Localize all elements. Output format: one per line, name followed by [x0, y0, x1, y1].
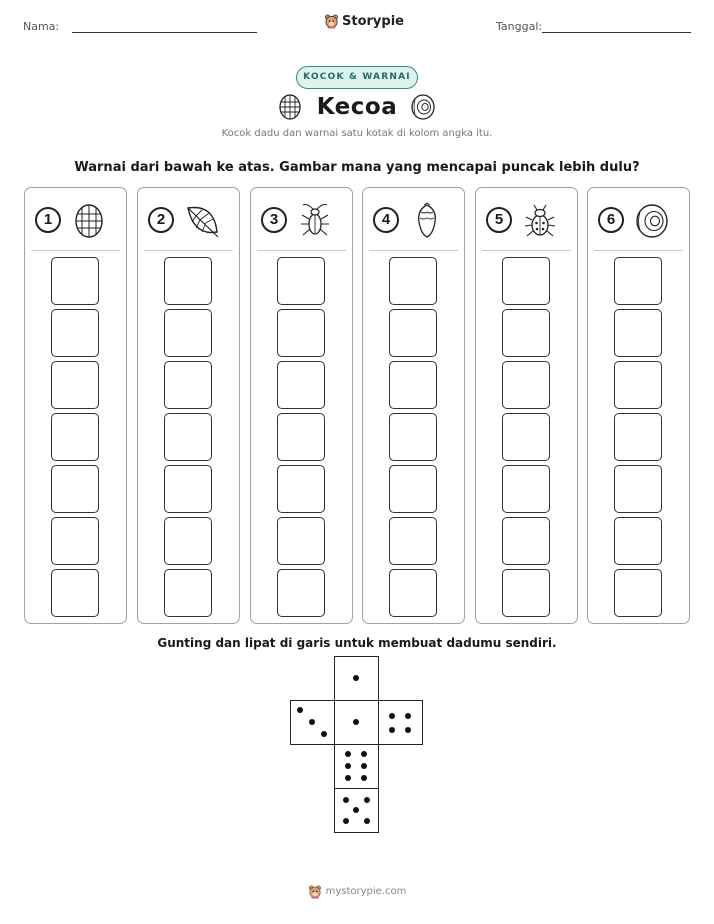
- die-pip: [353, 675, 359, 681]
- column-2: [137, 187, 240, 624]
- color-cell[interactable]: [614, 361, 662, 409]
- color-cell[interactable]: [502, 257, 550, 305]
- cell-stack: [277, 257, 325, 621]
- die-pip: [361, 775, 367, 781]
- column-number: 2: [148, 207, 174, 233]
- cell-stack: [389, 257, 437, 621]
- die-pip: [345, 775, 351, 781]
- die-pip: [345, 763, 351, 769]
- color-cell[interactable]: [277, 517, 325, 565]
- color-cell[interactable]: [389, 413, 437, 461]
- column-divider: [31, 250, 120, 251]
- column-4: [362, 187, 465, 624]
- date-label: Tanggal:: [496, 20, 543, 33]
- die-face: [334, 788, 379, 833]
- color-cell[interactable]: [614, 517, 662, 565]
- die-pip: [361, 763, 367, 769]
- color-cell[interactable]: [164, 361, 212, 409]
- cut-instruction: Gunting dan lipat di garis untuk membuat dadumu sendiri.: [157, 636, 557, 650]
- die-pip: [405, 713, 411, 719]
- color-cell[interactable]: [164, 569, 212, 617]
- color-cell[interactable]: [389, 361, 437, 409]
- activity-badge: KOCOK & WARNAI: [296, 66, 418, 89]
- die-pip: [364, 797, 370, 803]
- color-cell[interactable]: [614, 309, 662, 357]
- color-cell[interactable]: [51, 257, 99, 305]
- color-cell[interactable]: [614, 569, 662, 617]
- brand-header: [324, 13, 404, 29]
- die-face: [334, 700, 379, 745]
- die-pip: [343, 797, 349, 803]
- die-pip: [353, 719, 359, 725]
- column-divider: [257, 250, 346, 251]
- color-cell[interactable]: [502, 413, 550, 461]
- footer-url: mystorypie.com: [325, 886, 407, 897]
- cell-stack: [51, 257, 99, 621]
- color-cell[interactable]: [614, 257, 662, 305]
- column-5: [475, 187, 578, 624]
- column-number: 5: [486, 207, 512, 233]
- snail-shell-icon: [410, 92, 436, 122]
- die-face: [290, 700, 335, 745]
- color-cell[interactable]: [277, 309, 325, 357]
- column-1: [24, 187, 127, 624]
- leaf-icon: [184, 202, 220, 240]
- column-6: [587, 187, 690, 624]
- color-cell[interactable]: [614, 413, 662, 461]
- color-cell[interactable]: [51, 309, 99, 357]
- color-cell[interactable]: [51, 361, 99, 409]
- cell-stack: [164, 257, 212, 621]
- bear-logo-icon: [308, 884, 322, 899]
- color-cell[interactable]: [164, 517, 212, 565]
- cockroach-egg-case-icon: [71, 202, 107, 240]
- instruction: Warnai dari bawah ke atas. Gambar mana yang mencapai puncak lebih dulu?: [74, 160, 640, 175]
- color-cell[interactable]: [614, 465, 662, 513]
- color-cell[interactable]: [389, 309, 437, 357]
- die-pip: [343, 818, 349, 824]
- color-cell[interactable]: [164, 309, 212, 357]
- footer: [0, 884, 714, 899]
- die-pip: [361, 751, 367, 757]
- column-divider: [482, 250, 571, 251]
- color-cell[interactable]: [51, 413, 99, 461]
- die-pip: [389, 727, 395, 733]
- cockroach-icon: [297, 202, 333, 240]
- color-cell[interactable]: [389, 569, 437, 617]
- die-face: [334, 744, 379, 789]
- color-cell[interactable]: [164, 257, 212, 305]
- die-pip: [389, 713, 395, 719]
- column-3: [250, 187, 353, 624]
- color-cell[interactable]: [51, 569, 99, 617]
- column-number: 1: [35, 207, 61, 233]
- column-divider: [594, 250, 683, 251]
- column-number: 6: [598, 207, 624, 233]
- die-pip: [297, 707, 303, 713]
- column-number: 3: [261, 207, 287, 233]
- color-cell[interactable]: [51, 465, 99, 513]
- column-header: [363, 188, 464, 251]
- color-cell[interactable]: [502, 309, 550, 357]
- date-line[interactable]: [542, 32, 691, 33]
- die-pip: [309, 719, 315, 725]
- brand-name: Storypie: [342, 13, 404, 29]
- color-cell[interactable]: [502, 569, 550, 617]
- color-cell[interactable]: [389, 465, 437, 513]
- column-divider: [144, 250, 233, 251]
- die-pip: [364, 818, 370, 824]
- subtitle: Kocok dadu dan warnai satu kotak di kolom angka itu.: [221, 128, 493, 139]
- die-face: [334, 656, 379, 701]
- column-header: [138, 188, 239, 251]
- cell-stack: [502, 257, 550, 621]
- color-cell[interactable]: [502, 465, 550, 513]
- die-face: [378, 700, 423, 745]
- color-cell[interactable]: [277, 465, 325, 513]
- color-cell[interactable]: [277, 569, 325, 617]
- larva-cocoon-icon: [409, 202, 445, 240]
- column-header: [25, 188, 126, 251]
- cell-stack: [614, 257, 662, 621]
- die-pip: [321, 731, 327, 737]
- color-cell[interactable]: [277, 257, 325, 305]
- page-title: Kecoa: [316, 94, 398, 120]
- column-header: [476, 188, 577, 251]
- color-cell[interactable]: [277, 361, 325, 409]
- color-cell[interactable]: [164, 413, 212, 461]
- die-pip: [405, 727, 411, 733]
- column-number: 4: [373, 207, 399, 233]
- name-line[interactable]: [72, 32, 257, 33]
- beetle-icon: [522, 202, 558, 240]
- die-pip: [345, 751, 351, 757]
- column-header: [251, 188, 352, 251]
- color-cell[interactable]: [51, 517, 99, 565]
- column-header: [588, 188, 689, 251]
- color-cell[interactable]: [389, 257, 437, 305]
- color-cell[interactable]: [164, 465, 212, 513]
- name-label: Nama:: [23, 20, 60, 33]
- die-pip: [353, 807, 359, 813]
- snail-shell-icon: [634, 202, 670, 240]
- color-cell[interactable]: [502, 361, 550, 409]
- color-cell[interactable]: [502, 517, 550, 565]
- column-divider: [369, 250, 458, 251]
- bear-logo-icon: [324, 13, 339, 29]
- title-row: [0, 92, 714, 124]
- color-cell[interactable]: [389, 517, 437, 565]
- color-cell[interactable]: [277, 413, 325, 461]
